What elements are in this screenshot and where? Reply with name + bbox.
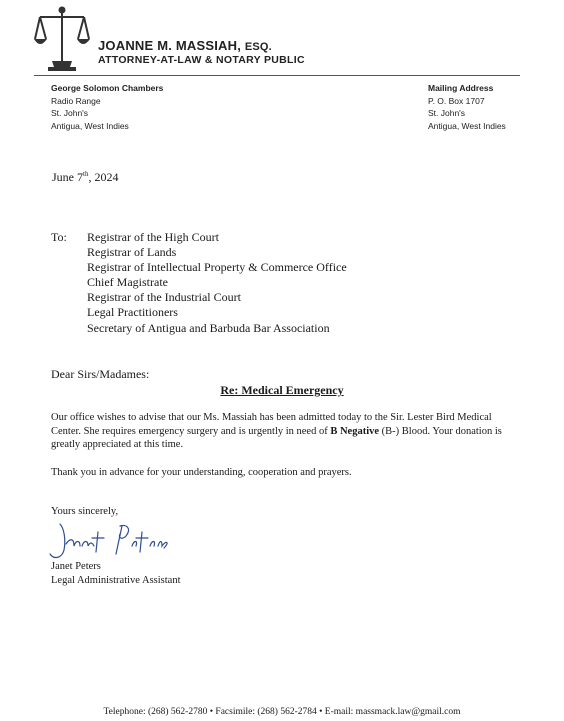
recipient-item: Registrar of the High Court: [87, 230, 219, 244]
recipient-list: [87, 230, 347, 336]
signer-block: [51, 560, 181, 588]
recipient-item: Secretary of Antigua and Barbuda Bar Association: [87, 320, 330, 335]
letter-date: June 7th, 2024: [52, 170, 119, 184]
mailing-address: Mailing Address P. O. Box 1707 St. John's Antigua, West Indies: [428, 83, 506, 131]
recipient-item: Chief Magistrate: [87, 275, 168, 290]
salutation: Dear Sirs/Madames:: [51, 367, 150, 381]
letterhead-divider: [34, 75, 520, 76]
firm-title: ATTORNEY-AT-LAW & NOTARY PUBLIC: [98, 54, 305, 66]
signer-name: Janet Peters: [51, 561, 101, 572]
recipient-item: Registrar of Lands: [87, 245, 177, 260]
recipient-item: Registrar of the Industrial Court: [87, 290, 241, 305]
chambers-address: George Solomon Chambers Radio Range St. John's Antigua, West Indies: [51, 83, 164, 131]
signer-title: Legal Administrative Assistant: [51, 575, 181, 586]
body-paragraph: Thank you in advance for your understanding, cooperation and prayers.: [51, 467, 352, 478]
scales-of-justice-icon: [34, 5, 90, 73]
recipient-item: Legal Practitioners: [87, 305, 178, 320]
footer-contact: Telephone: (268) 562-2780 • Facsimile: (268) 562-2784 • E-mail: massmack.law@gmail.com: [103, 707, 461, 717]
closing: Yours sincerely,: [51, 506, 119, 517]
recipient-item: Registrar of Intellectual Property & Commerce Office: [87, 260, 347, 275]
body-paragraph: Our office wishes to advise that our Ms. Massiah has been admitted today to the Sir. Lester Bird Medical Center. She requires emergency surgery and is urgently in need of B Negative (B-) Blood. Your donation is greatly appreciated at this time.: [51, 412, 502, 450]
to-label: To:: [51, 230, 67, 244]
handwritten-signature: [46, 518, 196, 564]
subject-line: Re: Medical Emergency: [220, 383, 344, 397]
firm-name: JOANNE M. MASSIAH, ESQ.: [98, 38, 272, 53]
